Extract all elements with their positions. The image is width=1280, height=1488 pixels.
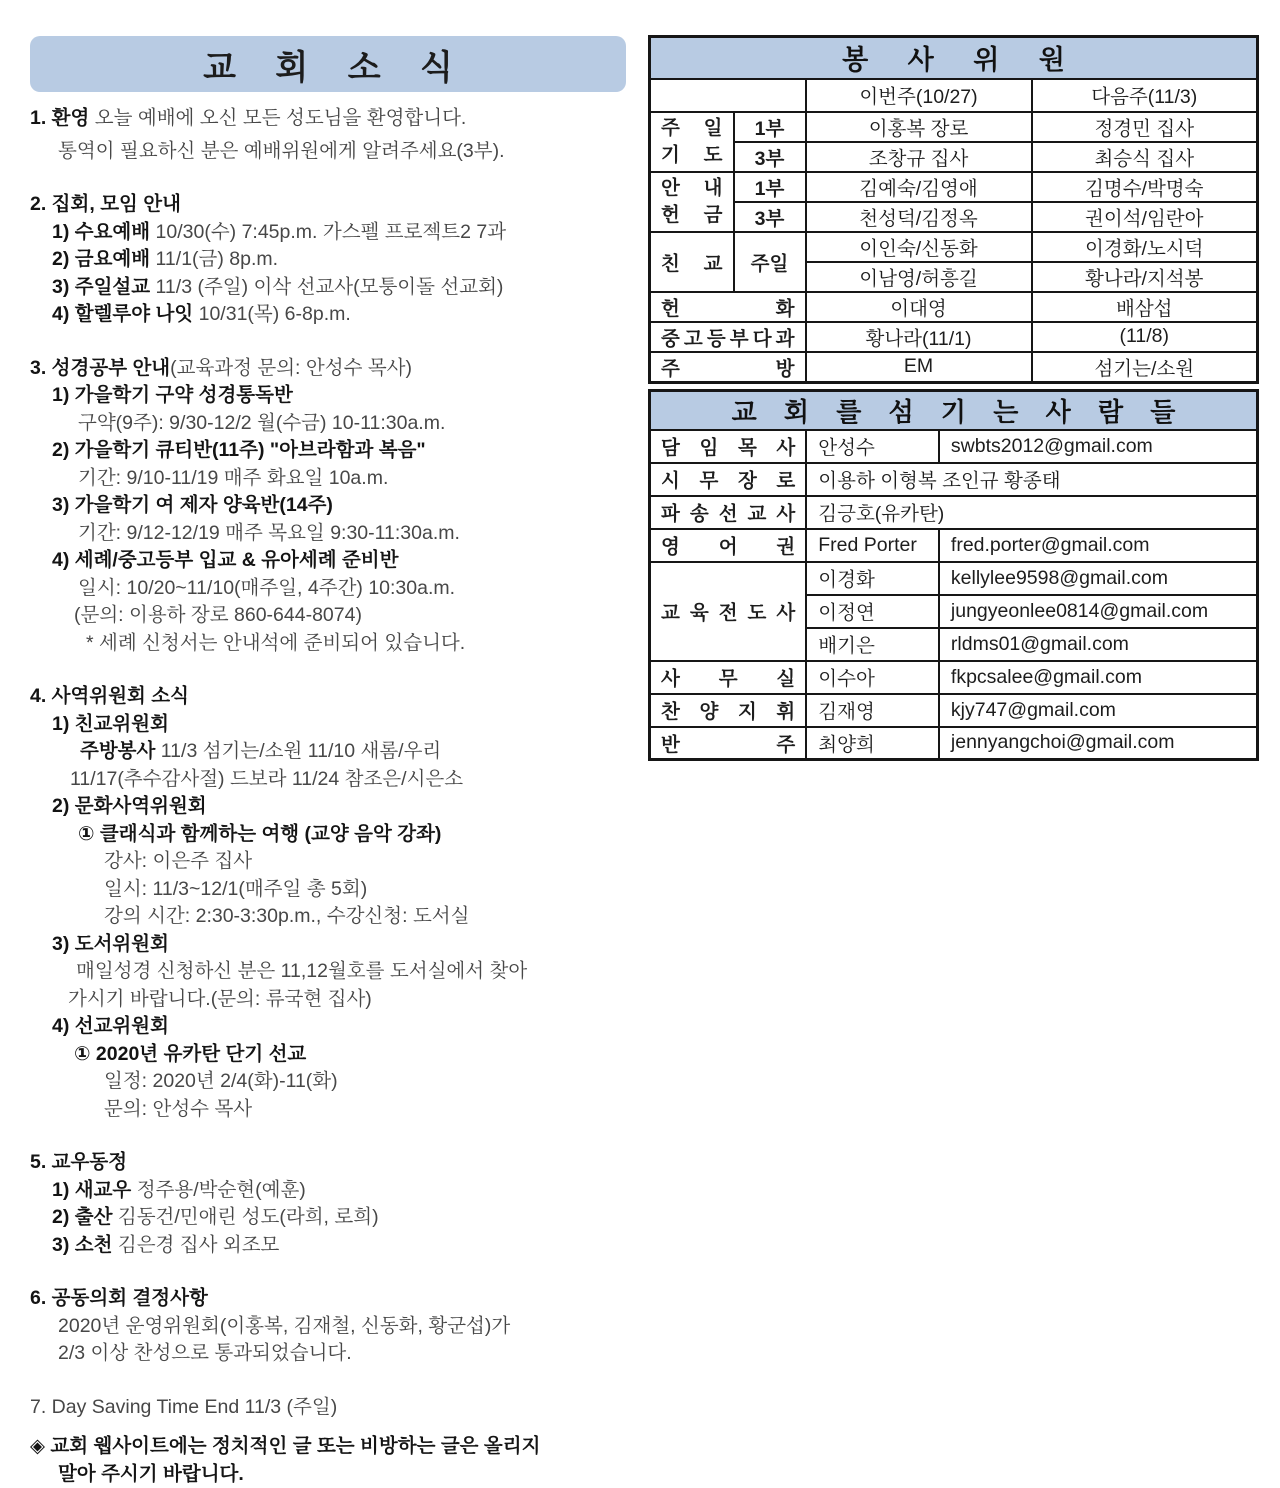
bold-text: 3. 성경공부 안내 (30, 357, 170, 379)
text-line (30, 766, 626, 794)
label-token: 주 (776, 729, 795, 757)
regular-text: 통역이 필요하신 분은 예배위원에게 알려주세요(3부). (58, 140, 505, 162)
text-line (30, 1285, 626, 1313)
label-token: 육 (690, 597, 709, 625)
text-line (30, 575, 626, 603)
text-line (30, 355, 626, 383)
tr (650, 562, 1258, 595)
regular-text: (문의: 이용하 장로 860-644-8074) (74, 604, 362, 626)
name-cell: 이남영/허흥길 (806, 262, 1032, 292)
regular-text: * 세례 신청서는 안내석에 준비되어 있습니다. (86, 632, 465, 654)
name-cell: EM (806, 352, 1032, 383)
servants-table (648, 389, 1259, 762)
label-token: 다 (753, 323, 772, 351)
tr (650, 661, 1258, 694)
label-token: 일 (704, 115, 723, 142)
tr (650, 232, 1258, 262)
volunteer-table (648, 35, 1259, 384)
bold-text: 6. 공동의회 결정사항 (30, 1287, 208, 1309)
text-line (30, 602, 626, 630)
text-line (30, 492, 626, 520)
justified-label (651, 465, 805, 493)
label-token: 반 (661, 729, 680, 757)
justified-label (651, 531, 805, 559)
justified-label (651, 663, 805, 691)
regular-text: 11/17(추수감사절) 드보라 11/24 참조은/시은소 (70, 768, 463, 790)
text-line (30, 1068, 626, 1096)
justified-label (651, 432, 805, 460)
label-token: 사 (776, 597, 795, 625)
text-line (30, 683, 626, 711)
regular-text: 오늘 예배에 오신 모든 성도님을 환영합니다. (89, 107, 466, 129)
text-line (30, 876, 626, 904)
label-token: 전 (719, 597, 738, 625)
label-token: 방 (776, 353, 795, 381)
text-line (30, 1041, 626, 1069)
label-token: 화 (776, 293, 795, 321)
tr (650, 352, 1258, 383)
label-token: 권 (776, 531, 795, 559)
part-cell: 3부 (734, 202, 806, 232)
name-cell: 안성수 (806, 430, 939, 463)
label-cell-senior-pastor (650, 430, 807, 463)
email-cell: kjy747@gmail.com (939, 694, 1258, 727)
value-cell: 이용하 이형복 조인규 황종태 (806, 463, 1257, 496)
tr (650, 292, 1258, 322)
regular-text: 10/30(수) 7:45p.m. 가스펠 프로젝트2 7과 (150, 221, 506, 243)
label-cell-missionary (650, 496, 807, 529)
label-token: 선 (719, 498, 738, 526)
text-line (30, 1461, 626, 1488)
name-cell: 권이석/임란아 (1032, 202, 1258, 232)
label-cell-kitchen (650, 352, 806, 383)
label-cell-edu-ministers (650, 562, 807, 661)
label-cell-prayer (650, 112, 734, 172)
regular-text: 일정: 2020년 2/4(화)-11(화) (104, 1070, 338, 1092)
regular-text: 11/1(금) 8p.m. (150, 248, 278, 270)
regular-text: 11/3 섬기는/소원 11/10 새롬/우리 (155, 740, 441, 762)
label-line (651, 175, 733, 202)
text-line (30, 301, 626, 329)
justified-label (651, 353, 805, 381)
justified-label (651, 597, 805, 625)
part-cell: 주일 (734, 232, 806, 292)
text-line (30, 821, 626, 849)
text-line (30, 931, 626, 959)
text-line (30, 547, 626, 575)
tr (650, 142, 1258, 172)
bold-text: 1) 친교위원회 (52, 713, 169, 735)
church-news-title (30, 36, 626, 92)
label-token: 주 (661, 353, 680, 381)
name-cell: 이인숙/신동화 (806, 232, 1032, 262)
label-token: 고 (684, 323, 703, 351)
bold-text: 3) 도서위원회 (52, 933, 169, 955)
tr (650, 463, 1258, 496)
week-header-this: 이번주(10/27) (806, 79, 1032, 112)
bold-text: 4) 할렐루야 나잇 (52, 303, 193, 325)
tr (650, 430, 1258, 463)
text-line (30, 410, 626, 438)
name-cell: (11/8) (1032, 322, 1258, 352)
name-cell: 최양희 (806, 727, 939, 760)
text-line (30, 138, 626, 166)
bold-text: 3) 가을학기 여 제자 양육반(14주) (52, 494, 333, 516)
church-news-column (30, 36, 626, 1488)
bold-text: 4) 선교위원회 (52, 1015, 169, 1037)
label-token: 등 (707, 323, 726, 351)
regular-text: (교육과정 문의: 안성수 목사) (170, 357, 412, 379)
regular-text: 일시: 10/20~11/10(매주일, 4주간) 10:30a.m. (78, 577, 455, 599)
label-token: 도 (748, 597, 767, 625)
bold-text: 3) 소천 (52, 1234, 112, 1256)
email-cell: jungyeonlee0814@gmail.com (939, 595, 1258, 628)
name-cell: 배기은 (806, 628, 939, 661)
bold-text: 4) 세례/중고등부 입교 & 유아세례 준비반 (52, 549, 398, 571)
label-line (651, 115, 733, 142)
text-line (30, 246, 626, 274)
name-cell: 김재영 (806, 694, 939, 727)
name-cell: 배삼섭 (1032, 292, 1258, 322)
regular-text: 김은경 집사 외조모 (112, 1234, 279, 1256)
name-cell: 이경화 (806, 562, 939, 595)
tbody (650, 390, 1258, 760)
regular-text: 일시: 11/3~12/1(매주일 총 5회) (104, 878, 367, 900)
part-cell: 1부 (734, 112, 806, 142)
tables-column (648, 35, 1259, 761)
name-cell: 이홍복 장로 (806, 112, 1032, 142)
email-cell: kellylee9598@gmail.com (939, 562, 1258, 595)
bold-text: 1) 수요예배 (52, 221, 150, 243)
label-cell-english (650, 529, 807, 562)
justified-label (651, 175, 733, 202)
bold-text: 4. 사역위원회 소식 (30, 685, 189, 707)
regular-text: 11/3 (주일) 이삭 선교사(모퉁이돌 선교회) (150, 276, 503, 298)
text-line (30, 1096, 626, 1124)
label-line (651, 142, 733, 169)
empty-corner-cell (650, 79, 806, 112)
text-line (30, 848, 626, 876)
label-token: 어 (719, 531, 738, 559)
name-cell: 조창규 집사 (806, 142, 1032, 172)
text-line (30, 903, 626, 931)
justified-label (651, 202, 733, 229)
label-token: 교 (748, 498, 767, 526)
text-line (30, 465, 626, 493)
tr (650, 529, 1258, 562)
label-cell-youth-snack (650, 322, 806, 352)
regular-text: 김동건/민애린 성도(라희, 로희) (112, 1206, 378, 1228)
bold-text: 2) 가을학기 큐티반(11주) "아브라함과 복음" (52, 439, 426, 461)
name-cell: 정경민 집사 (1032, 112, 1258, 142)
regular-text: 7. Day Saving Time End 11/3 (주일) (30, 1396, 337, 1418)
text-line (30, 1232, 626, 1260)
email-cell: fkpcsalee@gmail.com (939, 661, 1258, 694)
justified-label (651, 729, 805, 757)
label-token: 담 (661, 432, 680, 460)
label-token: 찬 (661, 696, 680, 724)
name-cell: 김예숙/김영애 (806, 172, 1032, 202)
tr (650, 202, 1258, 232)
bold-text: 2. 집회, 모임 안내 (30, 193, 181, 215)
label-token: 안 (661, 175, 680, 202)
regular-text: 강사: 이은주 집사 (104, 850, 252, 872)
name-cell: Fred Porter (806, 529, 939, 562)
regular-text: 정주용/박순현(예훈) (131, 1179, 306, 1201)
tr (650, 322, 1258, 352)
text-line (30, 1013, 626, 1041)
text-line (30, 1394, 626, 1422)
label-token: 시 (661, 465, 680, 493)
label-cell-fellowship (650, 232, 734, 292)
text-line (30, 1177, 626, 1205)
text-line (30, 437, 626, 465)
value-cell: 김긍호(유카탄) (806, 496, 1257, 529)
tr (650, 37, 1258, 79)
name-cell: 황나라/지석봉 (1032, 262, 1258, 292)
label-cell-accompanist (650, 727, 807, 760)
text-line (30, 1340, 626, 1368)
justified-label (651, 142, 733, 169)
label-cell-usher-offering (650, 172, 734, 232)
label-token: 송 (690, 498, 709, 526)
bold-text: 3) 주일설교 (52, 276, 150, 298)
label-token: 도 (704, 142, 723, 169)
tr (650, 727, 1258, 760)
name-cell: 황나라(11/1) (806, 322, 1032, 352)
justified-label (651, 323, 805, 351)
label-token: 지 (738, 696, 757, 724)
text-line (30, 630, 626, 658)
bold-text: 주방봉사 (80, 740, 155, 762)
text-line (30, 191, 626, 219)
label-token: 임 (699, 432, 718, 460)
name-cell: 이정연 (806, 595, 939, 628)
label-token: 중 (661, 323, 680, 351)
label-line (651, 202, 733, 229)
regular-text: 가시기 바랍니다.(문의: 류국현 집사) (68, 988, 372, 1010)
regular-text: 기간: 9/10-11/19 매주 화요일 10a.m. (78, 467, 388, 489)
text-line (30, 520, 626, 548)
label-cell-office (650, 661, 807, 694)
label-token: 과 (776, 323, 795, 351)
bold-text: 2) 금요예배 (52, 248, 150, 270)
bold-text: 2) 문화사역위원회 (52, 795, 207, 817)
justified-label (651, 115, 733, 142)
regular-text: 2020년 운영위원회(이홍복, 김재철, 신동화, 황군섭)가 (58, 1315, 510, 1337)
text-line (30, 958, 626, 986)
label-token: 파 (661, 498, 680, 526)
regular-text: 문의: 안성수 목사 (104, 1098, 252, 1120)
text-line (30, 1313, 626, 1341)
bold-text: ① 클래식과 함께하는 여행 (교양 음악 강좌) (78, 823, 441, 845)
tr (650, 390, 1258, 430)
regular-text: 기간: 9/12-12/19 매주 목요일 9:30-11:30a.m. (78, 522, 460, 544)
tbody (650, 37, 1258, 383)
email-cell: jennyangchoi@gmail.com (939, 727, 1258, 760)
name-cell: 천성덕/김정옥 (806, 202, 1032, 232)
label-token: 목 (738, 432, 757, 460)
text-line (30, 793, 626, 821)
text-line (30, 382, 626, 410)
label-cell-elders (650, 463, 807, 496)
label-token: 친 (661, 248, 680, 276)
regular-text: 2/3 이상 찬성으로 통과되었습니다. (58, 1342, 352, 1364)
label-token: 사 (776, 498, 795, 526)
bold-text: 1. 환영 (30, 107, 89, 129)
email-cell: fred.porter@gmail.com (939, 529, 1258, 562)
label-token: 부 (730, 323, 749, 351)
label-token: 헌 (661, 202, 680, 229)
name-cell: 이경화/노시덕 (1032, 232, 1258, 262)
bold-text: 말아 주시기 바랍니다. (58, 1463, 244, 1485)
justified-label (651, 248, 733, 276)
text-line (30, 105, 626, 133)
regular-text: 매일성경 신청하신 분은 11,12월호를 도서실에서 찾아 (76, 960, 527, 982)
regular-text: 강의 시간: 2:30-3:30p.m., 수강신청: 도서실 (104, 905, 469, 927)
label-token: 로 (776, 465, 795, 493)
text-line (30, 274, 626, 302)
tr (650, 112, 1258, 142)
name-cell: 섬기는/소원 (1032, 352, 1258, 383)
label-token: 교 (661, 597, 680, 625)
label-token: 사 (776, 432, 795, 460)
justified-label (651, 696, 805, 724)
email-cell: rldms01@gmail.com (939, 628, 1258, 661)
label-token: 휘 (776, 696, 795, 724)
text-line (30, 219, 626, 247)
label-token: 교 (704, 248, 723, 276)
label-token: 영 (661, 531, 680, 559)
name-cell: 이수아 (806, 661, 939, 694)
label-cell-choir-director (650, 694, 807, 727)
bold-text: 1) 가을학기 구약 성경통독반 (52, 384, 293, 406)
name-cell: 최승식 집사 (1032, 142, 1258, 172)
regular-text: 구약(9주): 9/30-12/2 월(수금) 10-11:30a.m. (78, 412, 445, 434)
part-cell: 1부 (734, 172, 806, 202)
name-cell: 이대영 (806, 292, 1032, 322)
label-token: 실 (776, 663, 795, 691)
email-cell: swbts2012@gmail.com (939, 430, 1258, 463)
text-line (30, 711, 626, 739)
text-line (30, 738, 626, 766)
justified-label (651, 498, 805, 526)
label-token: 사 (661, 663, 680, 691)
label-token: 양 (699, 696, 718, 724)
church-news-title-text: 교 회 소 식 (203, 40, 468, 89)
text-line (30, 1433, 626, 1461)
week-header-next: 다음주(11/3) (1032, 79, 1258, 112)
name-cell: 김명수/박명숙 (1032, 172, 1258, 202)
label-token: 무 (699, 465, 718, 493)
tr (650, 172, 1258, 202)
label-token: 헌 (661, 293, 680, 321)
church-news-body (30, 105, 626, 1488)
regular-text: 10/31(목) 6-8p.m. (193, 303, 351, 325)
label-token: 내 (704, 175, 723, 202)
bold-text: 1) 새교우 (52, 1179, 131, 1201)
text-line (30, 986, 626, 1014)
bold-text: ◈ 교회 웹사이트에는 정치적인 글 또는 비방하는 글은 올리지 (30, 1435, 540, 1457)
tr (650, 694, 1258, 727)
servants-table-title: 교 회 를 섬 기 는 사 람 들 (650, 390, 1258, 430)
volunteer-table-title: 봉 사 위 원 (650, 37, 1258, 79)
text-line (30, 1204, 626, 1232)
label-cell-flowers (650, 292, 806, 322)
bold-text: 2) 출산 (52, 1206, 112, 1228)
label-token: 금 (704, 202, 723, 229)
label-token: 주 (661, 115, 680, 142)
tr (650, 79, 1258, 112)
part-cell: 3부 (734, 142, 806, 172)
text-line (30, 1149, 626, 1177)
label-token: 무 (719, 663, 738, 691)
tr (650, 496, 1258, 529)
bold-text: 5. 교우동정 (30, 1151, 127, 1173)
bold-text: ① 2020년 유카탄 단기 선교 (74, 1043, 306, 1065)
label-token: 장 (738, 465, 757, 493)
label-token: 기 (661, 142, 680, 169)
justified-label (651, 293, 805, 321)
